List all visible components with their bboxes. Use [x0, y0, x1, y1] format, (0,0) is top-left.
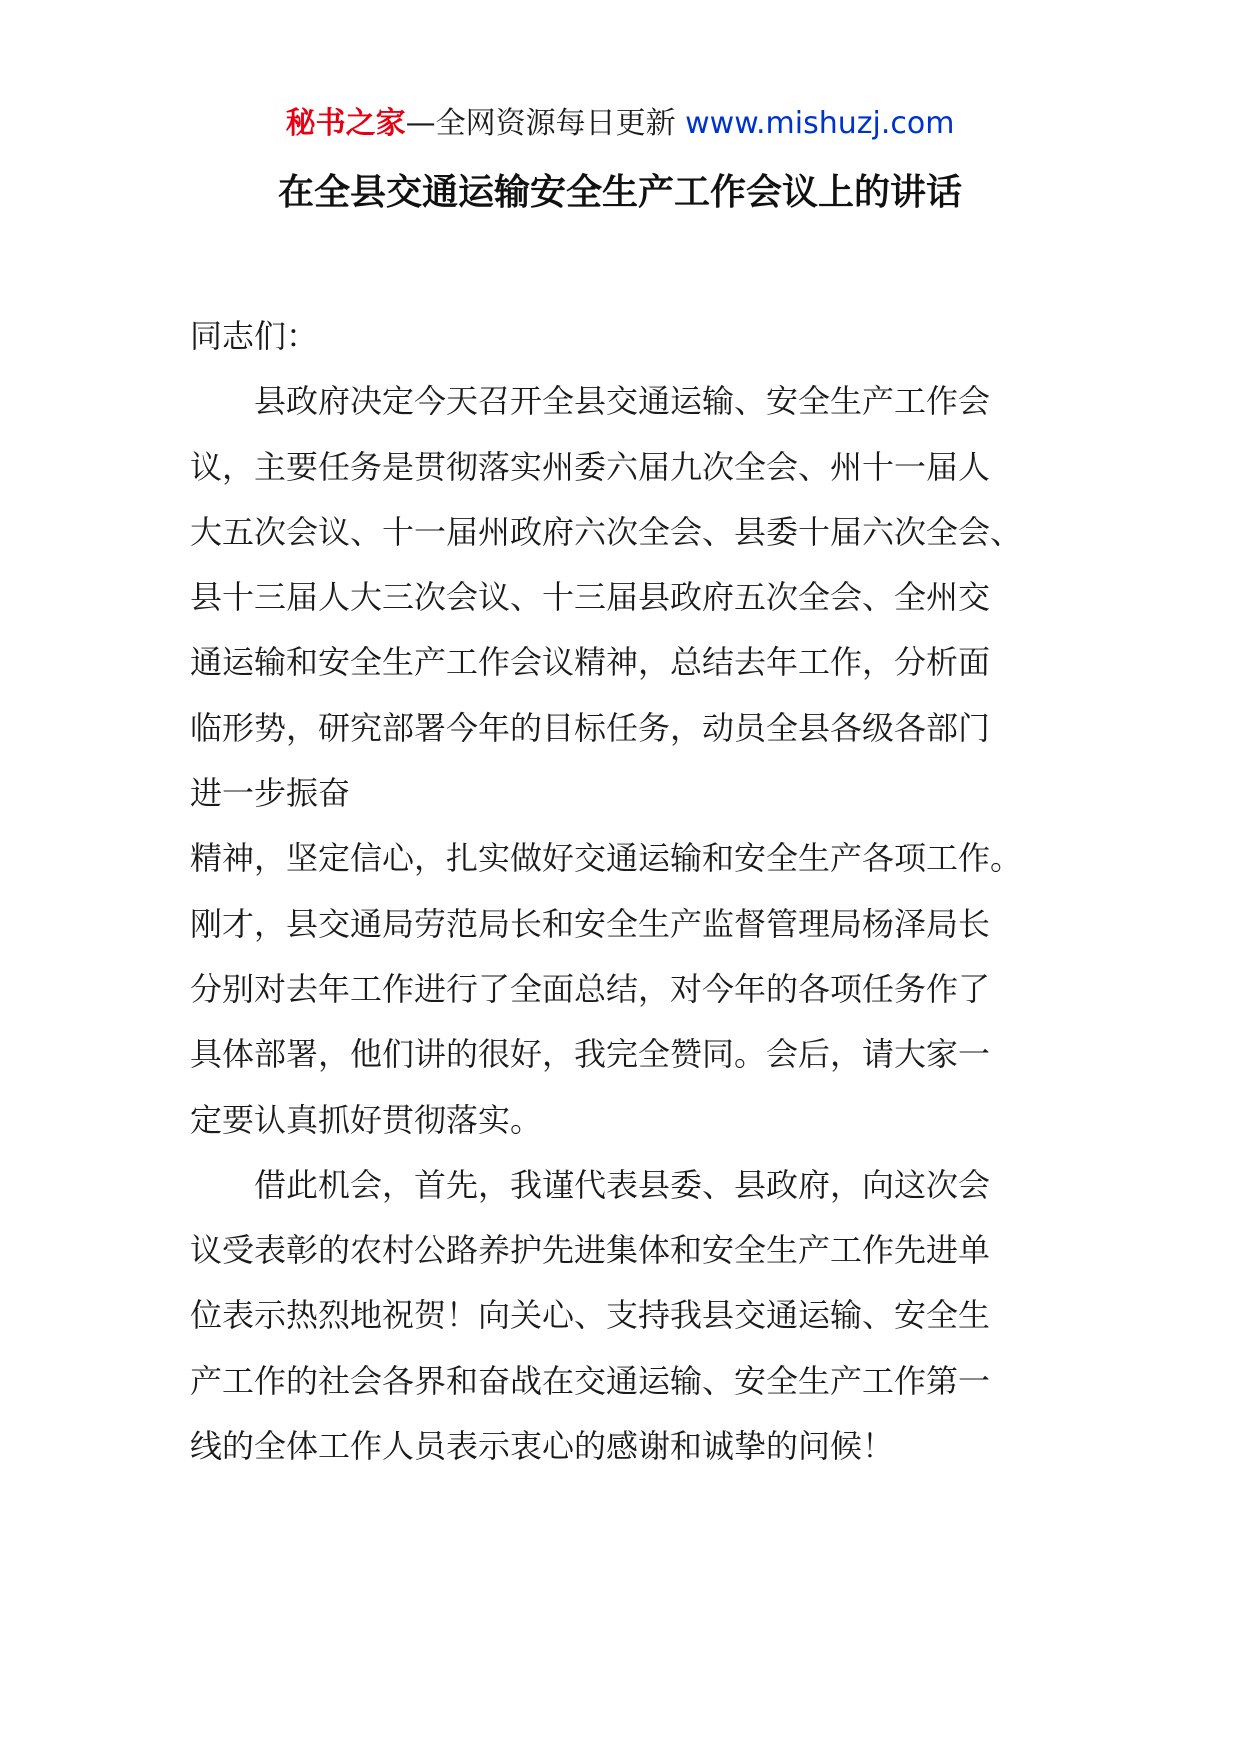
- paragraph-1: [190, 369, 1040, 1153]
- paragraph-line: 进一步振奋: [190, 774, 351, 813]
- paragraph-line: 线的全体工作人员表示衷心的感谢和诚挚的问候！: [190, 1427, 895, 1466]
- brand-name: 秘书之家: [285, 106, 406, 141]
- paragraph-line: 借此机会，首先，我谨代表县委、县政府，向这次会: [254, 1165, 991, 1204]
- salutation: 同志们：: [190, 317, 319, 355]
- paragraph-line: 定要认真抓好贯彻落实。: [190, 1100, 543, 1139]
- paragraph-line: 分别对去年工作进行了全面总结，对今年的各项任务作了: [190, 969, 991, 1008]
- paragraph-line: 刚才，县交通局劳范局长和安全生产监督管理局杨泽局长: [190, 904, 991, 943]
- paragraph-line: 通运输和安全生产工作会议精神，总结去年工作，分析面: [190, 643, 991, 682]
- document-body: [190, 304, 1040, 1479]
- header-slogan: —全网资源每日更新: [405, 106, 686, 141]
- paragraph-line: 议受表彰的农村公路养护先进集体和安全生产工作先进单: [190, 1231, 991, 1270]
- paragraph-line: 县十三届人大三次会议、十三届县政府五次全会、全州交: [190, 578, 991, 617]
- paragraph-2: [190, 1153, 1040, 1479]
- paragraph-line: 精神，坚定信心，扎实做好交通运输和安全生产各项工作。: [190, 839, 1023, 878]
- site-url-link[interactable]: www.mishuzj.com: [685, 106, 955, 141]
- paragraph-line: 大五次会议、十一届州政府六次全会、县委十届六次全会、: [190, 512, 1023, 551]
- document-title: 在全县交通运输安全生产工作会议上的讲话: [277, 172, 962, 213]
- site-header: [0, 100, 1240, 148]
- paragraph-line: 县政府决定今天召开全县交通运输、安全生产工作会: [254, 382, 991, 421]
- paragraph-line: 具体部署，他们讲的很好，我完全赞同。会后，请大家一: [190, 1035, 991, 1074]
- paragraph-line: 临形势，研究部署今年的目标任务，动员全县各级各部门: [190, 708, 991, 747]
- paragraph-line: 议，主要任务是贯彻落实州委六届九次全会、州十一届人: [190, 447, 991, 486]
- paragraph-line: 位表示热烈地祝贺！向关心、支持我县交通运输、安全生: [190, 1296, 991, 1335]
- paragraph-line: 产工作的社会各界和奋战在交通运输、安全生产工作第一: [190, 1361, 991, 1400]
